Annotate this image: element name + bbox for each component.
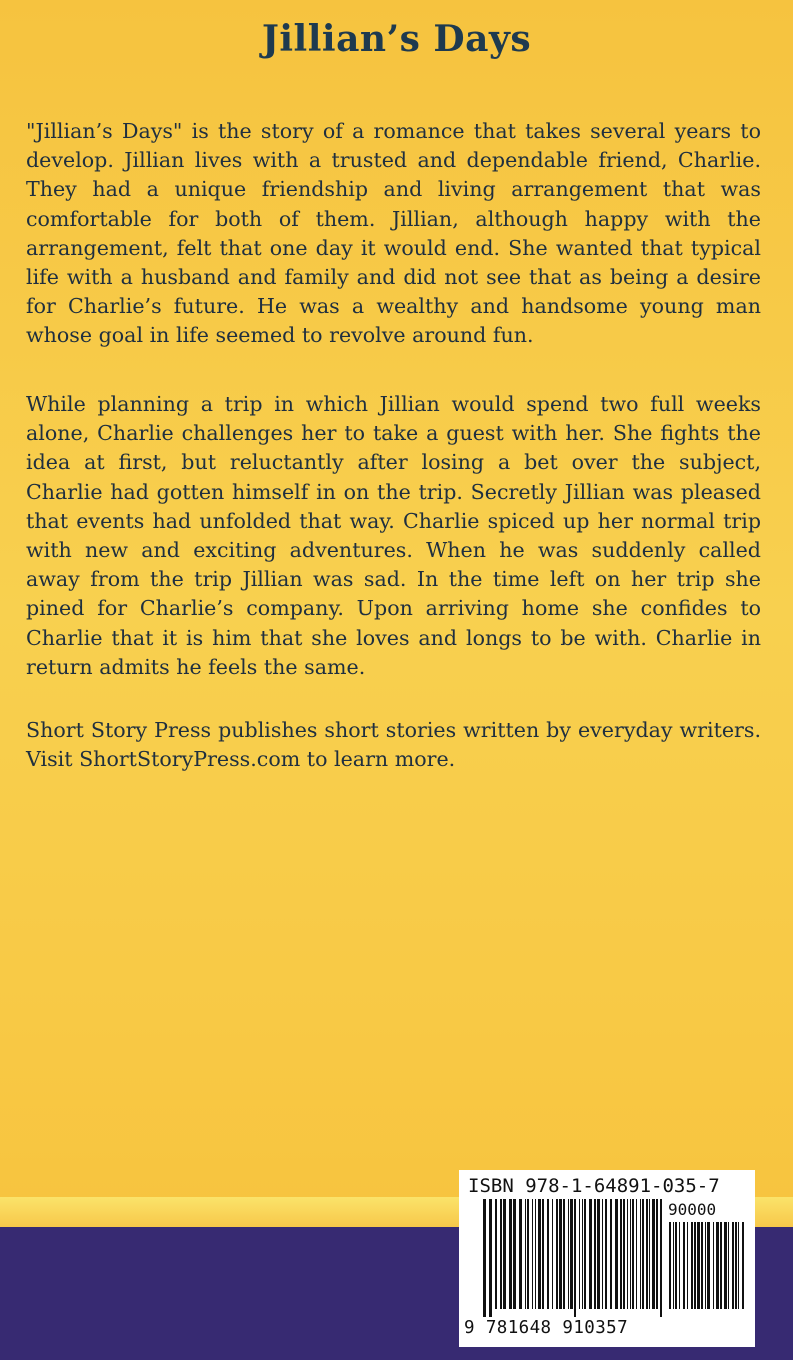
barcode-bar [605, 1199, 607, 1309]
barcode-bar [716, 1222, 719, 1309]
barcode-bar [594, 1199, 596, 1309]
barcode-bar [732, 1222, 734, 1309]
barcode-bar [483, 1199, 486, 1317]
barcode-bar [500, 1199, 502, 1309]
barcode-bar [640, 1199, 641, 1309]
barcode-bar [509, 1199, 512, 1309]
barcode-bar [652, 1199, 655, 1309]
barcode-bar [627, 1199, 628, 1309]
barcode-bar [559, 1199, 562, 1309]
synopsis-paragraph-1: "Jillian’s Days" is the story of a romance that takes several years to develop. Jillian lives with a trusted and dependable friend, Charlie. They had a unique friendship and living arrangement that was comfortable for both of them. Jillian, although happy with the arrangement, felt that one day it would end. She wanted that typical life with a husband and family and did not see that as being a desire for Charlie’s future. He was a wealthy and handsome young man whose goal in life seemed to revolve around fun. [26, 119, 761, 348]
barcode-bar [623, 1199, 625, 1309]
barcode-bar [679, 1222, 680, 1309]
barcode-bar [556, 1199, 558, 1309]
barcode-bar [642, 1199, 644, 1309]
barcode-bar [632, 1199, 634, 1309]
barcode-bar [735, 1222, 737, 1309]
barcode-bar [669, 1222, 671, 1309]
barcode-bar [742, 1222, 744, 1309]
barcode-bar [738, 1222, 739, 1309]
barcode-bar [503, 1199, 506, 1309]
barcode-bar [574, 1199, 576, 1317]
barcode-bar [570, 1199, 573, 1309]
barcode-bar [660, 1199, 662, 1317]
barcode-bar [495, 1199, 497, 1309]
barcode-bar [535, 1199, 536, 1309]
barcode-bar [589, 1199, 592, 1309]
barcode-bar [713, 1222, 714, 1309]
barcode-bar [525, 1199, 526, 1309]
barcode-bar [724, 1222, 727, 1309]
publisher-note: Short Story Press publishes short stories written by everyday writers. Visit ShortStoryPress.com to learn more. [26, 718, 761, 772]
addon-barcode [669, 1222, 745, 1317]
barcode-bar [527, 1199, 529, 1309]
barcode-bar [552, 1199, 553, 1309]
barcode-bar [584, 1199, 586, 1309]
barcode-bar [649, 1199, 650, 1309]
price-code: 90000 [668, 1200, 717, 1219]
barcode-bar [579, 1199, 580, 1309]
barcode-bar [673, 1222, 674, 1309]
barcode-bar [597, 1199, 600, 1309]
barcode-bar [519, 1199, 522, 1309]
barcode-bar [568, 1199, 569, 1309]
barcode-bar [707, 1222, 710, 1309]
barcode-bar [538, 1199, 541, 1309]
barcode-bar [728, 1222, 729, 1309]
barcode-bar [532, 1199, 533, 1309]
barcode-bar [513, 1199, 516, 1309]
barcode-bar [636, 1199, 637, 1309]
barcode-bar [720, 1222, 722, 1309]
barcode-bar [582, 1199, 583, 1309]
barcode-label [459, 1170, 755, 1347]
barcode-bar [646, 1199, 648, 1309]
barcode-bar [701, 1222, 703, 1309]
barcode-bar [602, 1199, 603, 1309]
barcode-bar [489, 1199, 492, 1317]
book-title: Jillian’s Days [261, 18, 532, 60]
barcode-bar [620, 1199, 622, 1309]
barcode-bar [705, 1222, 706, 1309]
barcode-bar [610, 1199, 612, 1309]
synopsis-paragraph-2: While planning a trip in which Jillian would spend two full weeks alone, Charlie challenges her to take a guest with her. She fights the idea at first, but reluctantly after losing a bet over the subject, Charlie had gotten himself in on the trip. Secretly Jillian was pleased that events had unfolded that way. Charlie spiced up her normal trip with new and exciting adventures. When he was suddenly called away from the trip Jillian was sad. In the time left on her trip she pined for Charlie’s company. Upon arriving home she confides to Charlie that it is him that she loves and longs to be with. Charlie in return admits he feels the same. [26, 392, 761, 679]
barcode-bar [694, 1222, 696, 1309]
barcode-bar [563, 1199, 565, 1309]
barcode-bar [697, 1222, 700, 1309]
barcode-bar [675, 1222, 677, 1309]
isbn-text: ISBN 978-1-64891-035-7 [468, 1175, 720, 1197]
barcode-bar [547, 1199, 549, 1309]
ean13-barcode [483, 1199, 665, 1317]
barcode-bar [630, 1199, 631, 1309]
barcode-bar [615, 1199, 618, 1309]
barcode-bar [683, 1222, 685, 1309]
barcode-digits: 9 781648 910357 [464, 1318, 629, 1338]
barcode-bar [687, 1222, 688, 1309]
barcode-bar [656, 1199, 658, 1309]
barcode-bar [691, 1222, 693, 1309]
barcode-bar [542, 1199, 544, 1309]
